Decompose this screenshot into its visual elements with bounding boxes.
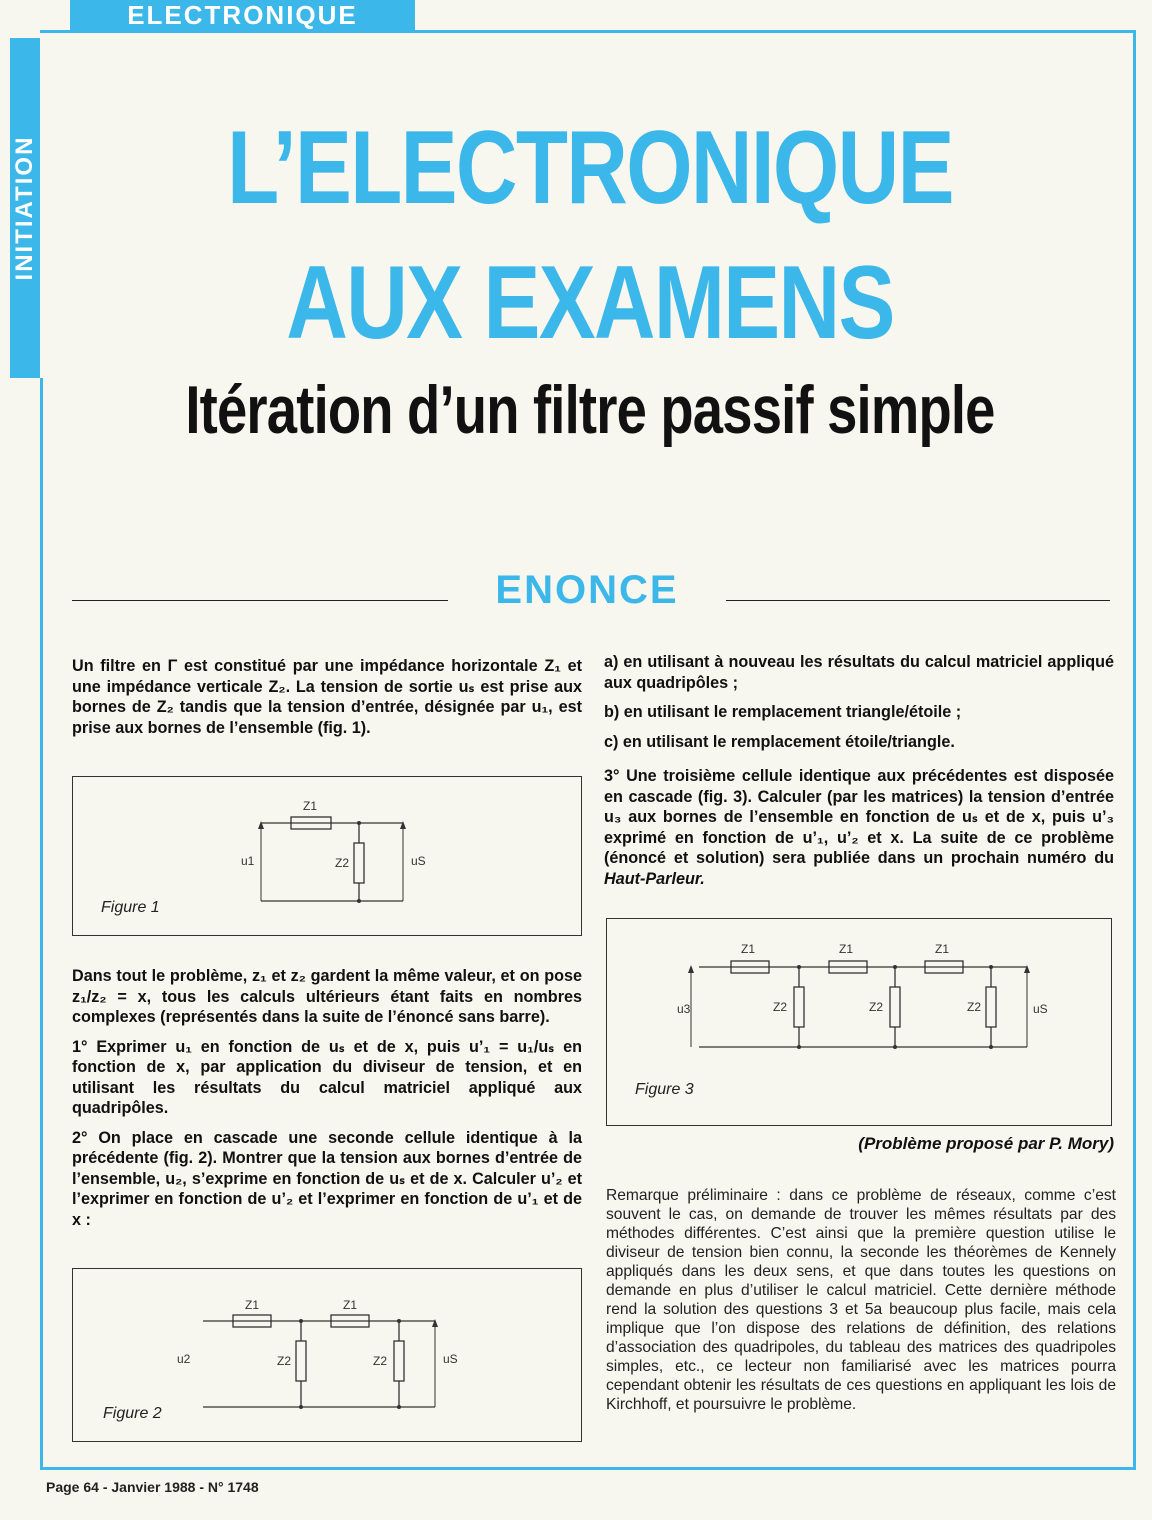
fig1-z1-label: Z1 — [303, 799, 318, 813]
fig1-uin-label: u1 — [241, 854, 255, 868]
fig3-z2-label-a: Z2 — [773, 1000, 788, 1014]
question-2b: b) en utilisant le remplacement triangle/étoile ; — [604, 703, 962, 721]
sidebar-label: INITIATION — [11, 135, 38, 281]
section-tag: ELECTRONIQUE — [70, 0, 415, 30]
question-3 — [604, 766, 1114, 889]
section-heading: ENONCE — [448, 568, 726, 612]
sequel-note: La suite de ce problème (énoncé et solution) sera publiée dans un prochain numéro du — [604, 828, 1114, 867]
figure-2 — [72, 1268, 582, 1442]
questions-block — [72, 966, 582, 1239]
fig2-z1-label-a: Z1 — [245, 1298, 260, 1312]
figure-3-caption: Figure 3 — [635, 1081, 694, 1098]
definition-paragraph: Dans tout le problème, z₁ et z₂ gardent la même valeur, et on pose z₁/z₂ = x, tous les calculs ultérieurs étant faits en nombres complexes (représentés dans la suite de l’énoncé sans barre). — [72, 967, 582, 1026]
subtitle: Itération d’un filtre passif simple — [185, 372, 995, 448]
fig2-z2-label-b: Z2 — [373, 1354, 388, 1368]
fig2-z1-label-b: Z1 — [343, 1298, 358, 1312]
sidebar-band — [10, 38, 40, 378]
fig3-z1-label-c: Z1 — [935, 942, 950, 956]
fig3-z2-label-b: Z2 — [869, 1000, 884, 1014]
author-credit: (Problème proposé par P. Mory) — [858, 1134, 1114, 1153]
fig3-z2-label-c: Z2 — [967, 1000, 982, 1014]
question-3-text: 3° Une troisième cellule identique aux précédentes est disposée en cascade (fig. 3). Calculer (par les matrices) la tension d’entrée u₃ aux bornes de l’ensemble en fonction de uₛ et de x, puis u’₃ exprimé en fonction de u’₁, u’₂ et x. — [604, 767, 1114, 847]
fig3-z1-label-a: Z1 — [741, 942, 756, 956]
fig2-uout-label: uS — [443, 1352, 458, 1366]
question-1: 1° Exprimer u₁ en fonction de uₛ et de x, puis u’₁ = u₁/uₛ en fonction de x, par application du diviseur de tension, et en utilisant les résultats du calcul matriciel appliqué aux quadripôles. — [72, 1037, 582, 1117]
fig3-z1-label-b: Z1 — [839, 942, 854, 956]
title-line-1: L’ELECTRONIQUE — [227, 110, 953, 226]
intro-paragraph: Un filtre en Γ est constitué par une impédance horizontale Z₁ et une impédance verticale Z₂. La tension de sortie uₛ est prise aux bornes de Z₂ tandis que la tension d’entrée, désignée par u₁, est prise aux bornes de l’ensemble (fig. 1). — [72, 657, 582, 737]
figure-1 — [72, 776, 582, 936]
question-2: 2° On place en cascade une seconde cellule identique à la précédente (fig. 2). Montrer que la tension aux bornes d’entrée de l’ensemble, u₂, s’exprime en fonction de uₛ et de x. Calculer u’₂ et l’exprimer en fonction de u’₂ et l’exprimer en fonction de u’₁ et de x : — [72, 1128, 582, 1229]
frame-top — [40, 30, 1136, 33]
frame-right — [1133, 30, 1136, 1470]
right-questions — [604, 652, 1114, 889]
fig1-uout-label: uS — [411, 854, 426, 868]
frame-bottom — [40, 1467, 1136, 1470]
page-footer: Page 64 - Janvier 1988 - N° 1748 — [46, 1479, 259, 1495]
frame-left — [40, 378, 43, 1470]
preliminary-remark: Remarque préliminaire : dans ce problème de réseaux, comme c’est souvent le cas, on demande de trouver les mêmes résultats par des méthodes différentes. C’est ainsi que la première question utilise le diviseur de tension bien connu, la seconde les théorèmes de Kennely appliqués dans les deux sens, et que dans toutes les questions on demande en plus d’utiliser le calcul matriciel. Cette dernière méthode rend la solution des questions 3 et 5a beaucoup plus facile, mais cela implique que l’on dispose des relations de définition, des relations d’association des quadripoles, du tableau des matrices des quadripoles simples, etc., ce lecteur non familiarisé avec les matrices pourra cependant obtenir les résultats de ces questions en appliquant les lois de Kirchhoff, et poursuivre le problème. — [606, 1187, 1116, 1413]
question-2c: c) en utilisant le remplacement étoile/triangle. — [604, 732, 955, 751]
figure-3 — [606, 918, 1112, 1126]
figure-1-caption: Figure 1 — [101, 899, 160, 916]
fig2-uin-label: u2 — [177, 1352, 191, 1366]
intro-block — [72, 656, 582, 747]
fig2-z2-label-a: Z2 — [277, 1354, 292, 1368]
fig3-uin-label: u3 — [677, 1002, 691, 1016]
fig3-uout-label: uS — [1033, 1002, 1048, 1016]
journal-name: Haut-Parleur. — [604, 869, 705, 888]
fig1-z2-label: Z2 — [335, 856, 350, 870]
question-2a: a) en utilisant à nouveau les résultats du calcul matriciel appliqué aux quadripôles ; — [604, 653, 1114, 692]
figure-2-caption: Figure 2 — [103, 1405, 162, 1422]
title-line-2: AUX EXAMENS — [286, 245, 894, 361]
